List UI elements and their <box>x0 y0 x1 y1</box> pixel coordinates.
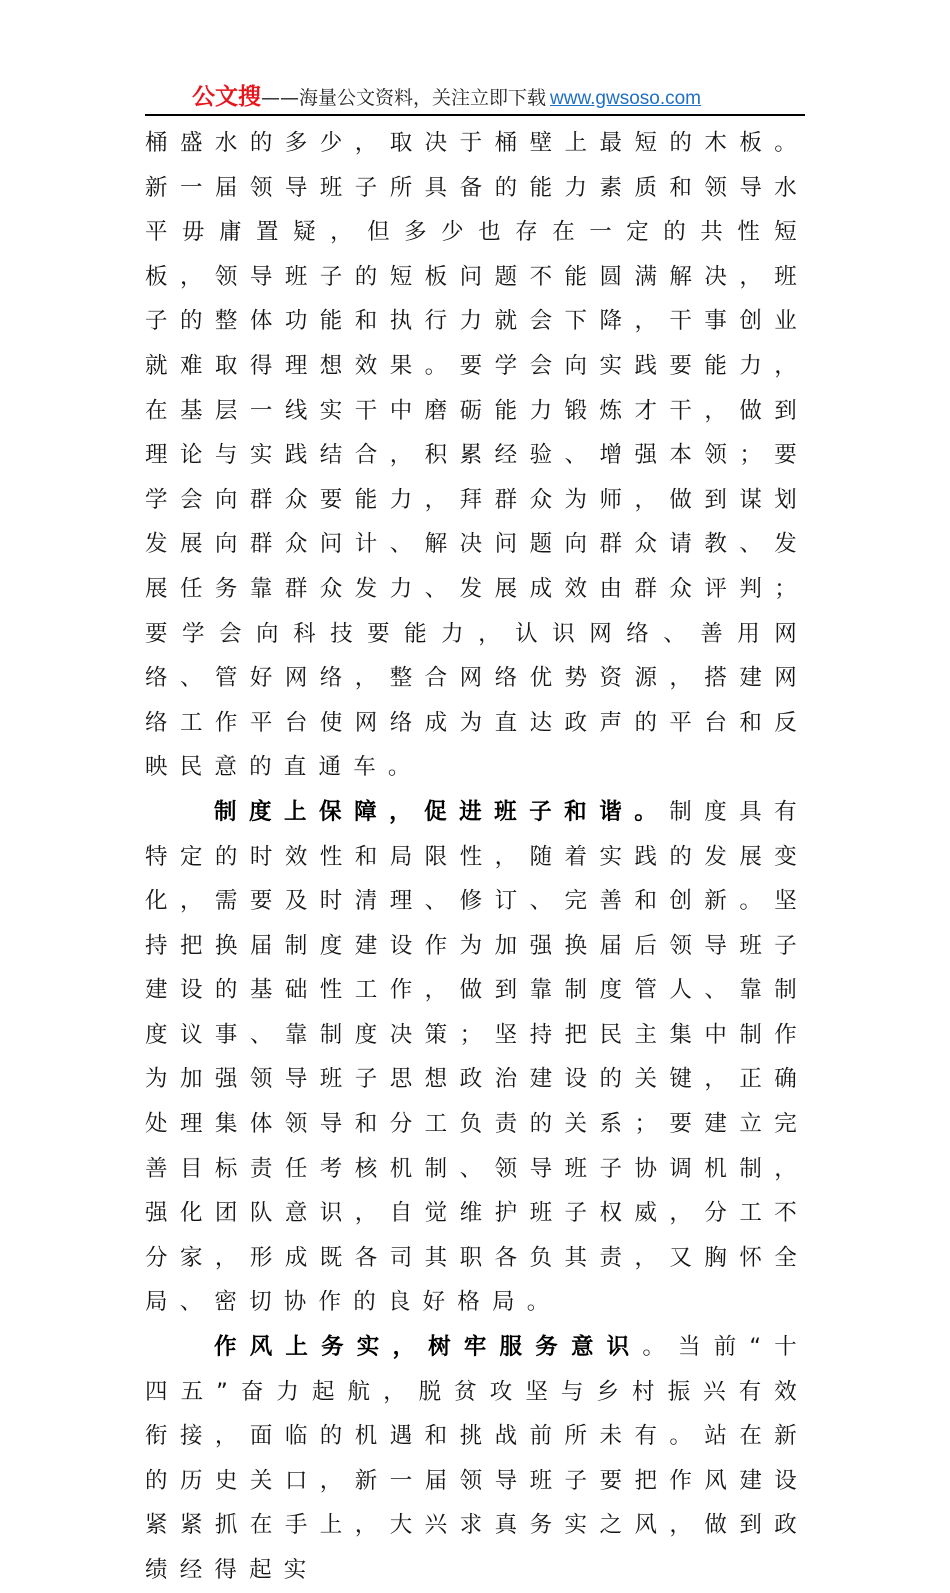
paragraph-continued <box>145 121 809 790</box>
page-header <box>145 80 805 116</box>
paragraph-text: 制度具有特定的时效性和局限性，随着实践的发展变化，需要及时清理、修订、完善和创新。坚持把换届制度建设作为加强换届后领导班子建设的基础性工作，做到靠制度管人、靠制度议事、靠制度决策；坚持把民主集中制作为加强领导班子思想政治建设的关键，正确处理集体领导和分工负责的关系；要建立完善目标责任考核机制、领导班子协调机制，强化团队意识，自觉维护班子权威，分工不分家，形成既各司其职各负其责，又胸怀全局、密切协作的良好格局。 <box>145 798 809 1316</box>
brand-logo-text: 公文搜 <box>192 84 261 110</box>
paragraph-heading: 制度上保障，促进班子和谐。 <box>214 798 670 825</box>
paragraph-heading: 作风上务实，树牢服务意识 <box>214 1334 643 1361</box>
paragraph-work-style <box>145 1325 809 1593</box>
paragraph-system-guarantee <box>145 790 809 1325</box>
paragraph-text: 。当前“十四五”奋力起航，脱贫攻坚与乡村振兴有效衔接，面临的机遇和挑战前所未有。站在新的历史关口，新一届领导班子要把作风建设紧紧抓在手上，大兴求真务实之风，做到政绩经得起实 <box>145 1334 809 1583</box>
document-body <box>145 121 809 1593</box>
paragraph-text: 桶盛水的多少，取决于桶壁上最短的木板。新一届领导班子所具备的能力素质和领导水平毋庸置疑，但多少也存在一定的共性短板，领导班子的短板问题不能圆满解决，班子的整体功能和执行力就会下降，干事创业就难取得理想效果。要学会向实践要能力，在基层一线实干中磨砺能力锻炼才干，做到理论与实践结合，积累经验、增强本领；要学会向群众要能力，拜群众为师，做到谋划发展向群众问计、解决问题向群众请教、发展任务靠群众发力、发展成效由群众评判；要学会向科技要能力，认识网络、善用网络、管好网络，整合网络优势资源，搭建网络工作平台使网络成为直达政声的平台和反映民意的直通车。 <box>145 130 809 781</box>
header-banner <box>192 84 701 112</box>
header-slogan: 海量公文资料，关注立即下载 <box>299 87 547 109</box>
header-dash: —— <box>261 87 299 109</box>
website-link[interactable]: www.gwsoso.com <box>550 88 702 109</box>
